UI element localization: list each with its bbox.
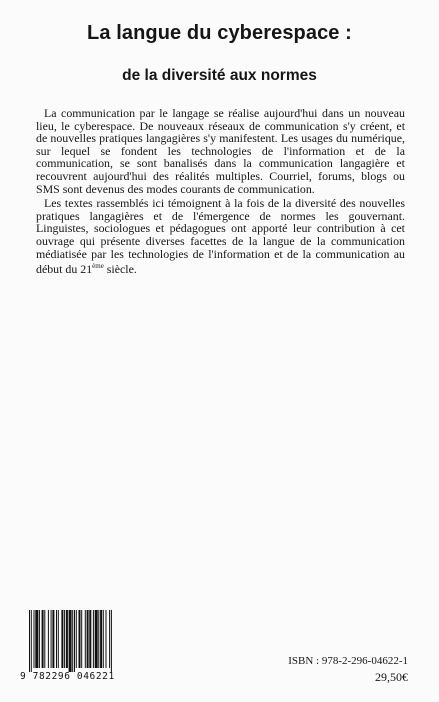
book-title: La langue du cyberespace : — [87, 22, 352, 44]
back-cover-blurb — [36, 107, 405, 278]
blurb-paragraph-2 — [36, 197, 405, 276]
isbn-label: ISBN : 978-2-296-04622-1 — [288, 655, 408, 667]
blurb-paragraph-1: La communication par le langage se réalise aujourd'hui dans un nouveau lieu, le cyberespace. De nouveaux réseaux de communication s'y créent, et de nouvelles pratiques langagières s'y manifestent. Les usages du numérique, sur lequel se fondent les technologies de l'information et de la communication, se sont banalisés dans la communication langagière et recouvrent aujourd'hui des réalités multiples. Courriel, forums, blogs ou SMS sont devenus des modes courants de communication. — [36, 106, 405, 196]
blurb-paragraph-2-text: Les textes rassemblés ici témoignent à la fois de la diversité des nouvelles pratiques langagières et de l'émergence de normes les gouvernant. Linguistes, sociologues et pédagogues ont apporté leur contribution à cet ouvrage qui présente diverses facettes de la langue de la communication médiatisée par les technologies de l'information et de la communication au début du 21 — [36, 196, 405, 277]
barcode-icon — [28, 610, 122, 672]
century-ordinal-superscript: ème — [92, 262, 104, 271]
price-label: 29,50€ — [375, 670, 408, 684]
blurb-paragraph-2-end: siècle. — [103, 262, 137, 277]
barcode-digits: 9 782296 046221 — [20, 671, 115, 682]
book-subtitle: de la diversité aux normes — [122, 67, 317, 84]
